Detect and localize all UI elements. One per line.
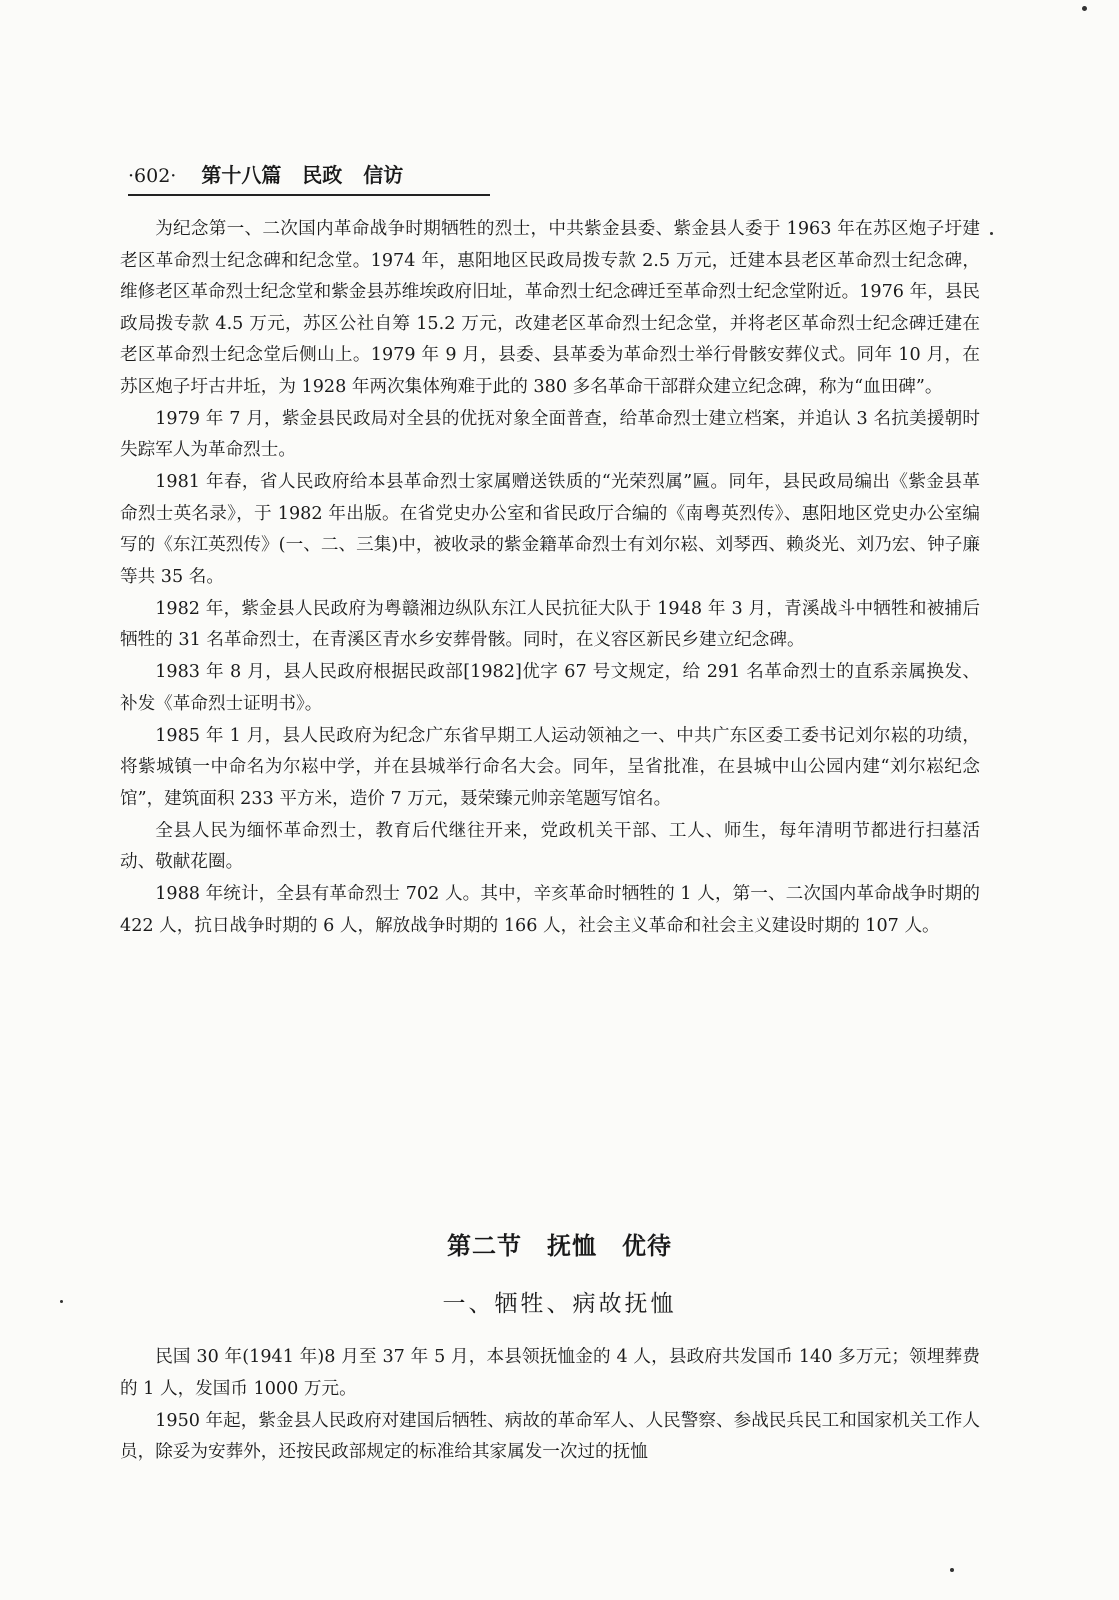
scan-speck [1082, 6, 1087, 11]
paragraph: 1950 年起，紫金县人民政府对建国后牺牲、病故的革命军人、人民警察、参战民兵民工和国家机关工作人员，除妥为安葬外，还按民政部规定的标准给其家属发一次过的抚恤 [120, 1410, 980, 1462]
paragraph: 为纪念第一、二次国内革命战争时期牺牲的烈士，中共紫金县委、紫金县人委于 1963 年在苏区炮子圩建老区革命烈士纪念碑和纪念堂。1974 年，惠阳地区民政局拨专款 2.5 万元，迁建本县老区革命烈士纪念碑，维修老区革命烈士纪念堂和紫金县苏维埃政府旧址，革命烈士纪念碑迁至革命烈士纪念堂附近。1976 年，县民政局拨专款 4.5 万元，苏区公社自筹 15.2 万元，改建老区革命烈士纪念堂，并将老区革命烈士纪念碑迁建在老区革命烈士纪念堂后侧山上。1979 年 9 月，县委、县革委为革命烈士举行骨骸安葬仪式。同年 10 月，在苏区炮子圩古井坵，为 1928 年两次集体殉难于此的 380 多名革命干部群众建立纪念碑，称为“血田碑”。 [120, 219, 980, 397]
paragraph: 1985 年 1 月，县人民政府为纪念广东省早期工人运动领袖之一、中共广东区委工委书记刘尔崧的功绩，将紫城镇一中命名为尔崧中学，并在县城举行命名大会。同年，呈省批准，在县城中山公园内建“刘尔崧纪念馆”，建筑面积 233 平方米，造价 7 万元，聂荣臻元帅亲笔题写馆名。 [120, 725, 980, 809]
scan-speck [990, 232, 993, 235]
paragraph: 民国 30 年(1941 年)8 月至 37 年 5 月，本县领抚恤金的 4 人，县政府共发国币 140 多万元；领埋葬费的 1 人，发国币 1000 万元。 [120, 1347, 980, 1399]
page-number: ·602· [128, 165, 177, 187]
paragraph: 1988 年统计，全县有革命烈士 702 人。其中，辛亥革命时牺牲的 1 人，第一、二次国内革命战争时期的 422 人，抗日战争时期的 6 人，解放战争时期的 166 人，社会主义革命和社会主义建设时期的 107 人。 [120, 884, 980, 936]
scan-speck [60, 1300, 63, 1303]
body-text-upper [120, 214, 980, 943]
paragraph: 全县人民为缅怀革命烈士，教育后代继往开来，党政机关干部、工人、师生，每年清明节都进行扫墓活动、敬献花圈。 [120, 820, 980, 872]
chapter-topic-petitions: 信访 [363, 163, 404, 187]
paragraph: 1982 年，紫金县人民政府为粤赣湘边纵队东江人民抗征大队于 1948 年 3 月，青溪战斗中牺牲和被捕后牺牲的 31 名革命烈士，在青溪区青水乡安葬骨骸。同时，在义容区新民乡建立纪念碑。 [120, 598, 980, 650]
paragraph: 1979 年 7 月，紫金县民政局对全县的优抚对象全面普查，给革命烈士建立档案，并追认 3 名抗美援朝时失踪军人为革命烈士。 [120, 408, 980, 460]
paragraph: 1983 年 8 月，县人民政府根据民政部[1982]优字 67 号文规定，给 291 名革命烈士的直系亲属换发、补发《革命烈士证明书》。 [120, 662, 980, 714]
chapter-title: 第十八篇 [201, 163, 282, 187]
paragraph: 1981 年春，省人民政府给本县革命烈士家属赠送铁质的“光荣烈属”匾。同年，县民政局编出《紫金县革命烈士英名录》，于 1982 年出版。在省党史办公室和省民政厅合编的《南粤英烈传》、惠阳地区党史办公室编写的《东江英烈传》(一、二、三集)中，被收录的紫金籍革命烈士有刘尔崧、刘琴西、赖炎光、刘乃宏、钟子廉等共 35 名。 [120, 472, 980, 587]
subsection-heading: 一、牺牲、病故抚恤 [442, 1291, 677, 1317]
scan-speck [950, 1568, 954, 1572]
page-header [128, 160, 490, 196]
section-heading: 第二节 抚恤 优待 [447, 1232, 672, 1260]
chapter-topic-civil-affairs: 民政 [302, 163, 343, 187]
body-text-lower [120, 1342, 980, 1469]
